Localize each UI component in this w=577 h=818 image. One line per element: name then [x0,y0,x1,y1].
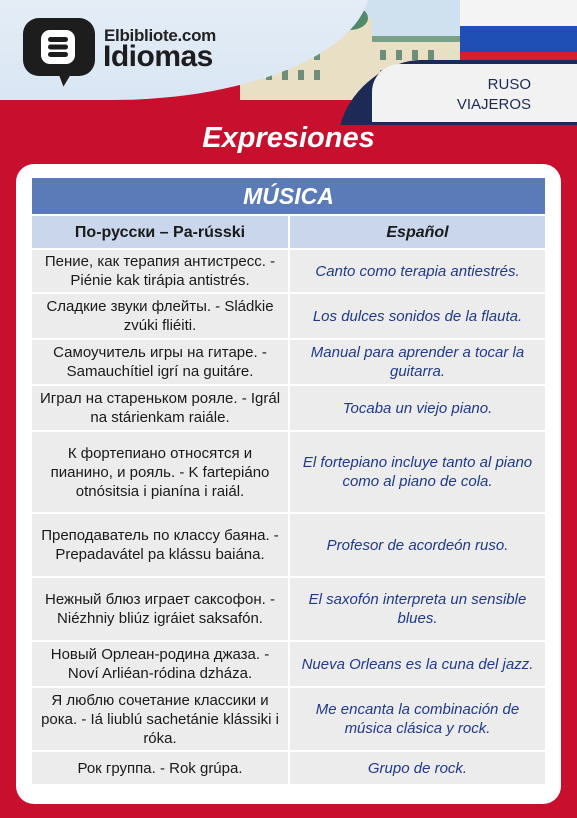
russian-phrase: Преподаватель по классу баяна. - Prepadavátel pa klássu baiána. [32,514,288,576]
spanish-translation: Manual para aprender a tocar la guitarra. [290,340,545,384]
table-row [32,514,545,576]
table-row [32,752,545,784]
table-header-row [32,216,545,248]
tag-language: RUSO [487,76,531,93]
russian-phrase: Сладкие звуки флейты. - Sládkie zvúki fliéiti. [32,294,288,338]
logo-letter-e-icon [39,28,77,66]
russian-phrase: Рок группа. - Rok grúpa. [32,752,288,784]
spanish-translation: Tocaba un viejo piano. [290,386,545,430]
table-row [32,642,545,686]
russian-phrase: Новый Орлеан-родина джаза. - Noví Arliéan-ródina dzháza. [32,642,288,686]
table-row [32,386,545,430]
spanish-translation: Me encanta la combinación de música clásica y rock. [290,688,545,750]
russian-phrase: Пение, как терапия антистресс. - Piénie kak tirápia antistrés. [32,250,288,292]
phrase-table [32,178,545,786]
column-header-russian: По-русски – Pa-rússki [32,216,288,248]
spanish-translation: El saxofón interpreta un sensible blues. [290,578,545,640]
table-row [32,688,545,750]
site-name: Elbibliote.com [104,26,216,45]
spanish-translation: Grupo de rock. [290,752,545,784]
table-row [32,250,545,292]
table-row [32,294,545,338]
spanish-translation: Canto como terapia antiestrés. [290,250,545,292]
page-title: Expresiones [202,122,375,154]
spanish-translation: El fortepiano incluye tanto al piano como al piano de cola. [290,432,545,512]
table-row [32,340,545,384]
russian-phrase: Нежный блюз играет саксофон. - Niézhniy bliúz igráiet saksafón. [32,578,288,640]
russian-phrase: Самоучитель игры на гитаре. - Samauchítiel igrí na guitáre. [32,340,288,384]
section-title: MÚSICA [32,178,545,214]
table-row [32,578,545,640]
spanish-translation: Los dulces sonidos de la flauta. [290,294,545,338]
russian-phrase: Играл на стареньком рояле. - Igrál na stárienkam raiále. [32,386,288,430]
spanish-translation: Profesor de acordeón ruso. [290,514,545,576]
spanish-translation: Nueva Orleans es la cuna del jazz. [290,642,545,686]
russian-phrase: К фортепиано относятся и пианино, и рояль. - K fartepiáno otnósitsia i pianína i raiál. [32,432,288,512]
russian-phrase: Я люблю сочетание классики и рока. - Iá liublú sachetánie klássiki i róka. [32,688,288,750]
column-header-spanish: Español [290,216,545,248]
page-header [0,0,577,125]
language-tag [372,64,577,122]
brand-name: Idiomas [103,40,213,73]
tag-audience: VIAJEROS [456,96,531,113]
table-row [32,432,545,512]
